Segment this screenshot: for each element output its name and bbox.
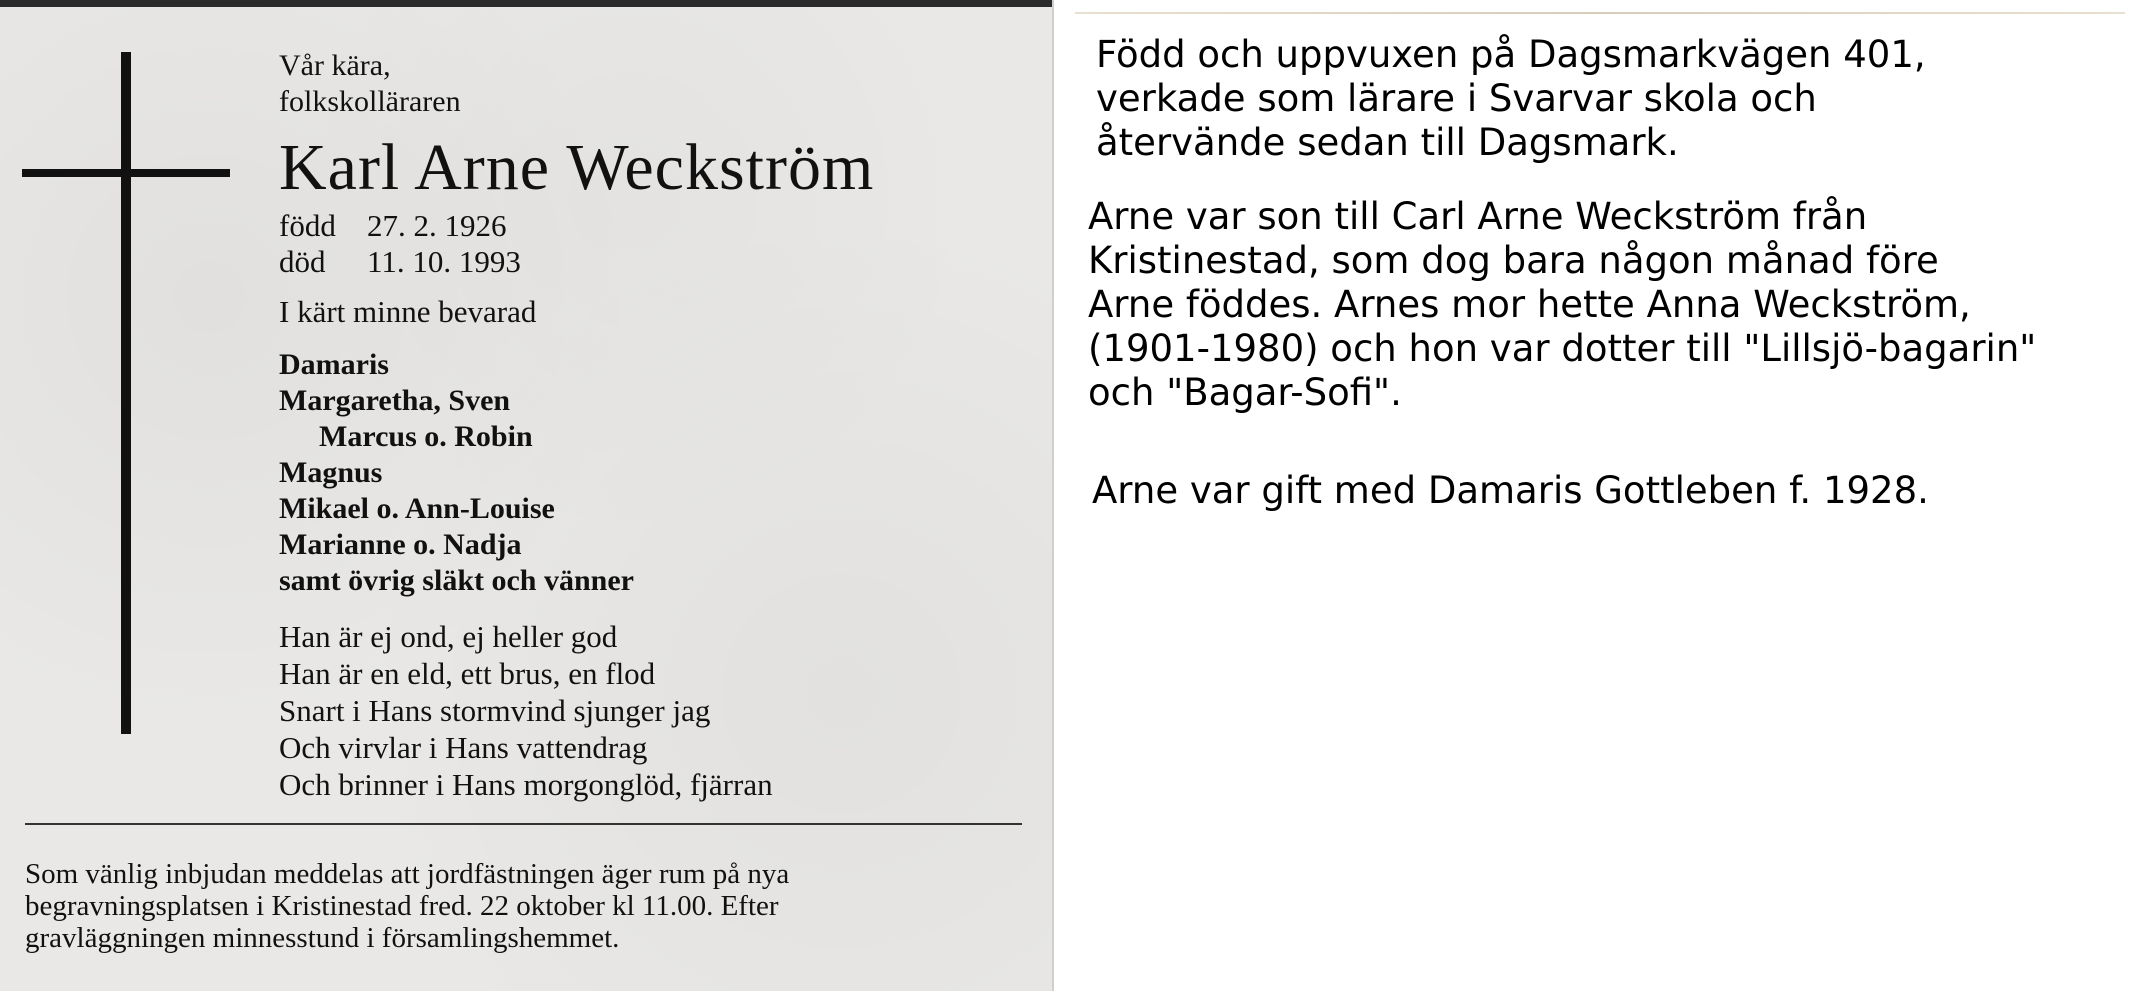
note-paragraph-parents: [1088, 195, 2036, 415]
section-divider: [25, 823, 1022, 825]
mourner: Damaris: [279, 348, 389, 381]
funeral-invitation: [25, 858, 1035, 954]
note-line: Född och uppvuxen på Dagsmarkvägen 401,: [1096, 33, 1926, 76]
deceased-name: Karl Arne Weckström: [279, 131, 875, 204]
note-line: och "Bagar-Sofi".: [1088, 371, 1402, 414]
cross-icon-vertical-bar: [121, 52, 131, 734]
obituary-intro: [279, 48, 461, 120]
mourner: Margaretha, Sven: [279, 384, 511, 417]
birth-date-row: [279, 208, 521, 244]
poem-line: Han är ej ond, ej heller god: [279, 619, 618, 654]
biography-notes: [1070, 0, 2134, 991]
poem-line: Och virvlar i Hans vattendrag: [279, 730, 648, 765]
birth-label: född: [279, 208, 336, 243]
notes-top-border: [1075, 12, 2125, 14]
invitation-line: gravläggningen minnesstund i församlingshemmet.: [25, 922, 620, 954]
note-paragraph-upbringing: [1096, 33, 1926, 165]
note-line: Arne var son till Carl Arne Weckström från: [1088, 195, 1868, 238]
mourners-list: [279, 347, 634, 599]
mourner: Magnus: [279, 456, 383, 489]
mourner: Marcus o. Robin: [319, 420, 533, 453]
poem-line: Snart i Hans stormvind sjunger jag: [279, 693, 711, 728]
note-line: återvände sedan till Dagsmark.: [1096, 121, 1679, 164]
note-line: Arne föddes. Arnes mor hette Anna Weckström,: [1088, 283, 1971, 326]
poem-line: Han är en eld, ett brus, en flod: [279, 656, 656, 691]
invitation-line: Som vänlig inbjudan meddelas att jordfästningen äger rum på nya: [25, 858, 790, 890]
mourner: samt övrig släkt och vänner: [279, 564, 634, 597]
mourner: Marianne o. Nadja: [279, 528, 522, 561]
note-line: Arne var gift med Damaris Gottleben f. 1928.: [1092, 469, 1929, 512]
death-date: 11. 10. 1993: [367, 244, 521, 279]
note-line: (1901-1980) och hon var dotter till "Lillsjö-bagarin": [1088, 327, 2037, 370]
poem-line: Och brinner i Hans morgonglöd, fjärran: [279, 767, 773, 802]
death-label: död: [279, 244, 326, 279]
note-paragraph-marriage: [1092, 469, 1929, 513]
cross-icon-horizontal-bar: [22, 169, 230, 177]
invitation-line: begravningsplatsen i Kristinestad fred. 22 oktober kl 11.00. Efter: [25, 890, 779, 922]
birth-date: 27. 2. 1926: [367, 208, 507, 243]
mourner: Mikael o. Ann-Louise: [279, 492, 555, 525]
life-dates: [279, 208, 521, 280]
obituary-clipping: [0, 0, 1054, 991]
note-line: Kristinestad, som dog bara någon månad före: [1088, 239, 1939, 282]
note-line: verkade som lärare i Svarvar skola och: [1096, 77, 1817, 120]
remembrance-line: I kärt minne bevarad: [279, 294, 537, 329]
intro-line: folkskolläraren: [279, 85, 461, 118]
intro-line: Vår kära,: [279, 49, 391, 82]
death-date-row: [279, 244, 521, 280]
clipping-top-border: [0, 0, 1052, 7]
memorial-poem: [279, 618, 773, 803]
